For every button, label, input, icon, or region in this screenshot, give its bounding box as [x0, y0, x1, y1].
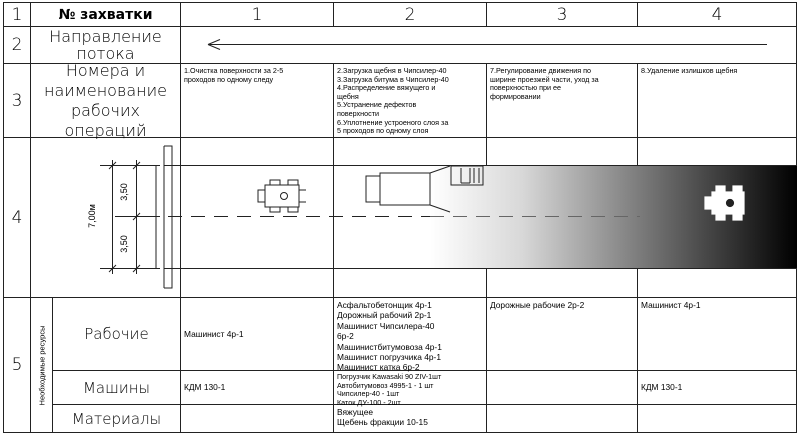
operations-grip-4: 8.Удаление излишков щебня: [641, 66, 738, 75]
row-number-2: 2: [11, 35, 23, 55]
materials-grip-1: [181, 405, 333, 432]
machines-grip-2: Погрузчик Kawasaki 90 ZIV-1шт Автобитумовоз 4995-1 - 1 шт Чипсилер-40 - 1шт Каток ДУ-100 - 2шт: [337, 372, 442, 407]
machines-grip-3: [487, 371, 637, 404]
row-number-1: 1: [11, 4, 23, 25]
flow-direction-label: Направление потока: [49, 27, 162, 63]
workers-grip-4: Машинист 4р-1: [641, 300, 701, 310]
operations-grip-3: 7.Регулирование движения по ширине проезжей части, уход за поверхностью при ее формировании: [490, 66, 599, 101]
operations-grip-1: 1.Очистка поверхности за 2-5 проходов по одному следу: [184, 66, 284, 84]
materials-grip-4: [638, 405, 796, 432]
machines-grip-1: КДМ 130-1: [184, 382, 226, 393]
workers-grip-3: Дорожные рабочие 2р-2: [490, 300, 585, 310]
materials-grip-2: Вяжущее Щебень фракции 10-15: [337, 407, 428, 428]
machines-label: Машины: [82, 378, 151, 397]
row-number-3: 3: [11, 90, 23, 111]
operations-label: Номера и наименование рабочих операций: [44, 60, 167, 140]
grip-number-2: 2: [404, 4, 416, 25]
operations-grip-2: 2.Загрузка щебня в Чипсилер-40 3.Загрузка битума в Чипсилер-40 4.Распределение вяжущего и щебня 5.Устранение дефектов поверхности 6.Уплотнение устроеного слоя за 5 проходов по одному слоя: [337, 66, 449, 136]
materials-label: Материалы: [71, 409, 162, 428]
grip-number-3: 3: [556, 4, 568, 25]
materials-grip-3: [487, 405, 637, 432]
grip-number-1: 1: [251, 4, 263, 25]
grip-column-header: № захватки: [58, 6, 153, 23]
dimension-total-width: 7,00м: [87, 204, 97, 228]
workers-grip-1: Машинист 4р-1: [184, 328, 244, 339]
machines-grip-4: КДМ 130-1: [641, 382, 683, 393]
dimension-half-top: 3,50: [119, 183, 129, 201]
dimension-half-bottom: 3,50: [119, 235, 129, 253]
resources-label: Необходимые ресурсы: [37, 325, 47, 405]
grip-number-4: 4: [711, 4, 723, 25]
row-number-5: 5: [11, 355, 23, 375]
workers-label: Рабочие: [84, 325, 149, 343]
row-number-4: 4: [11, 207, 23, 228]
workers-grip-2: Асфальтобетонщик 4р-1 Дорожный рабочий 2р-1 Машинист Чипсилера-40 6р-2 Машинистбитумовоза 4р-1 Машинист погрузчика 4р-1 Машинист катка 6р-2: [337, 300, 442, 373]
sweeper-machine-icon: [258, 180, 306, 212]
